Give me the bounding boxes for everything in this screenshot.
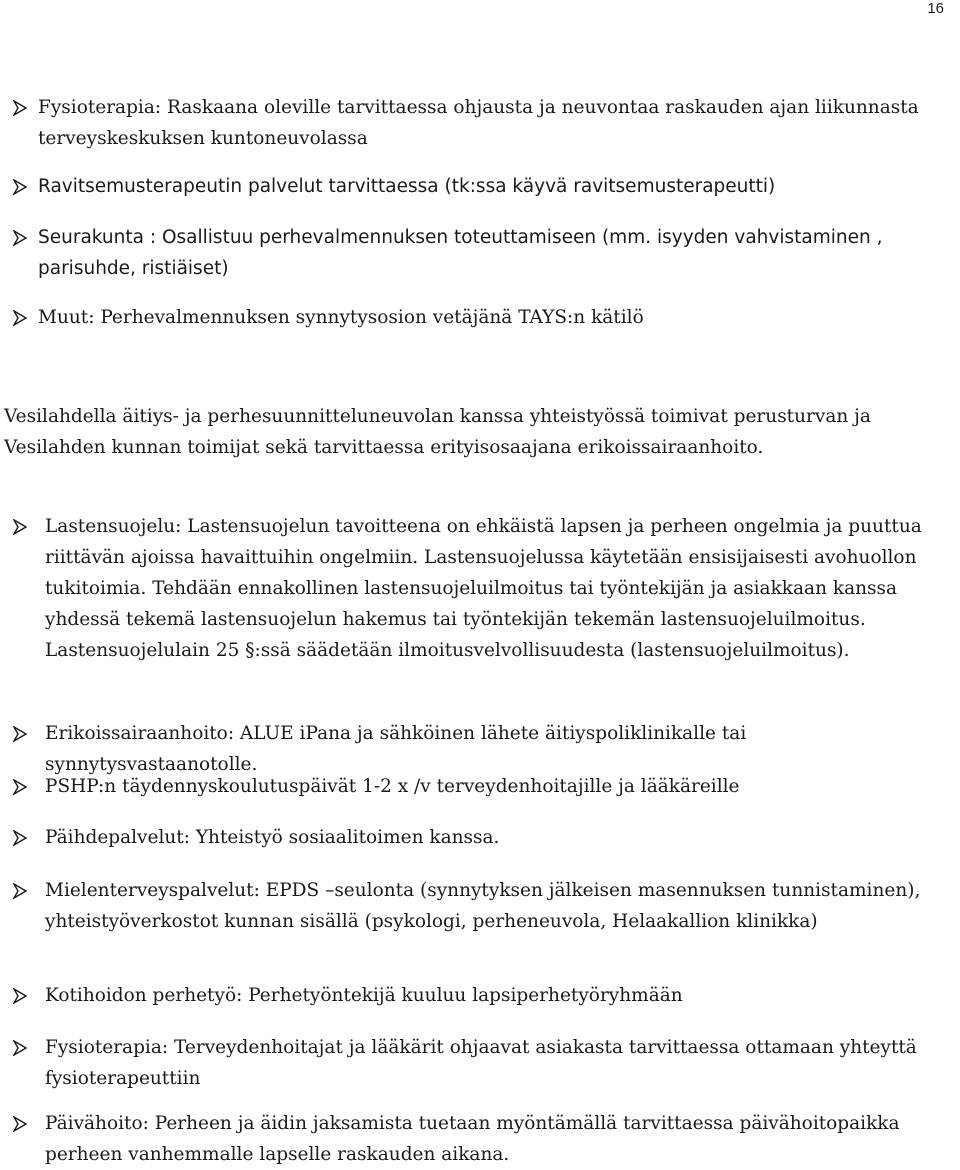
list-item-text: Muut: Perhevalmennuksen synnytysosion vetäjänä TAYS:n kätilö	[38, 307, 644, 328]
list-item-text: Erikoissairaanhoito: ALUE iPana ja sähköinen lähete äitiyspoliklinikalle tai synnytysvastaanotolle.	[45, 723, 747, 775]
list-item-text: Fysioterapia: Terveydenhoitajat ja lääkärit ohjaavat asiakasta tarvittaessa ottamaan yhteyttä fysioterapeuttiin	[45, 1037, 917, 1089]
list-item-ravitsemusterapeutti	[8, 171, 950, 202]
arrow-bullet-icon	[8, 92, 32, 123]
list-item-muut	[8, 302, 950, 333]
list-item-text: Seurakunta : Osallistuu perhevalmennuksen toteuttamiseen (mm. isyyden vahvistaminen , parisuhde, ristiäiset)	[38, 227, 883, 279]
list-item-paivahoito	[8, 1108, 950, 1170]
list-item-kotihoidon-perhetyo	[8, 980, 950, 1011]
arrow-bullet-icon	[8, 171, 32, 202]
list-item-text: Päivähoito: Perheen ja äidin jaksamista tuetaan myöntämällä tarvittaessa päivähoitopaikka perheen vanhemmalle lapselle raskauden aikana.	[45, 1113, 900, 1165]
arrow-bullet-icon	[8, 1032, 32, 1063]
list-item-lastensuojelu	[8, 511, 950, 666]
list-item-text: Päihdepalvelut: Yhteistyö sosiaalitoimen kanssa.	[45, 827, 500, 848]
arrow-bullet-icon	[8, 822, 32, 853]
arrow-bullet-icon	[8, 1108, 32, 1139]
list-item-pshp	[8, 771, 950, 802]
list-item-seurakunta	[8, 222, 950, 284]
arrow-bullet-icon	[8, 875, 32, 906]
arrow-bullet-icon	[8, 980, 32, 1011]
list-item-text: Ravitsemusterapeutin palvelut tarvittaessa (tk:ssa käyvä ravitsemusterapeutti)	[38, 176, 776, 197]
arrow-bullet-icon	[8, 302, 32, 333]
list-item-text: Mielenterveyspalvelut: EPDS –seulonta (synnytyksen jälkeisen masennuksen tunnistaminen), yhteistyöverkostot kunnan sisällä (psykologi, perheneuvola, Helaakallion klinikka)	[45, 880, 921, 932]
list-item-text: Fysioterapia: Raskaana oleville tarvittaessa ohjausta ja neuvontaa raskauden ajan liikunnasta terveyskeskuksen kuntoneuvolassa	[38, 97, 919, 149]
list-item-mielenterveyspalvelut	[8, 875, 950, 937]
arrow-bullet-icon	[8, 511, 32, 542]
list-item-paihdepalvelut	[8, 822, 950, 853]
page-number: 16	[927, 0, 944, 17]
list-item-fysioterapia-raskaana	[8, 92, 950, 154]
list-item-text: PSHP:n täydennyskoulutuspäivät 1-2 x /v terveydenhoitajille ja lääkäreille	[45, 776, 740, 797]
list-item-fysioterapia	[8, 1032, 950, 1094]
arrow-bullet-icon	[8, 222, 32, 253]
arrow-bullet-icon	[8, 718, 32, 749]
list-item-text: Lastensuojelu: Lastensuojelun tavoitteena on ehkäistä lapsen ja perheen ongelmia ja puuttua riittävän ajoissa havaittuihin ongelmiin. Lastensuojelussa käytetään ensisijaisesti avohuollon tukitoimia. Tehdään ennakollinen lastensuojeluilmoitus tai työntekijän ja asiakkaan kanssa yhdessä tekemä lastensuojelun hakemus tai työntekijän tekemän lastensuojeluilmoitus. Lastensuojelulain 25 §:ssä säädetään ilmoitusvelvollisuudesta (lastensuojeluilmoitus).	[45, 516, 922, 661]
arrow-bullet-icon	[8, 771, 32, 802]
intro-paragraph: Vesilahdella äitiys- ja perhesuunnitteluneuvolan kanssa yhteistyössä toimivat perusturvan ja Vesilahden kunnan toimijat sekä tarvittaessa erityisosaajana erikoissairaanhoito.	[4, 406, 871, 458]
list-item-text: Kotihoidon perhetyö: Perhetyöntekijä kuuluu lapsiperhetyöryhmään	[45, 985, 683, 1006]
